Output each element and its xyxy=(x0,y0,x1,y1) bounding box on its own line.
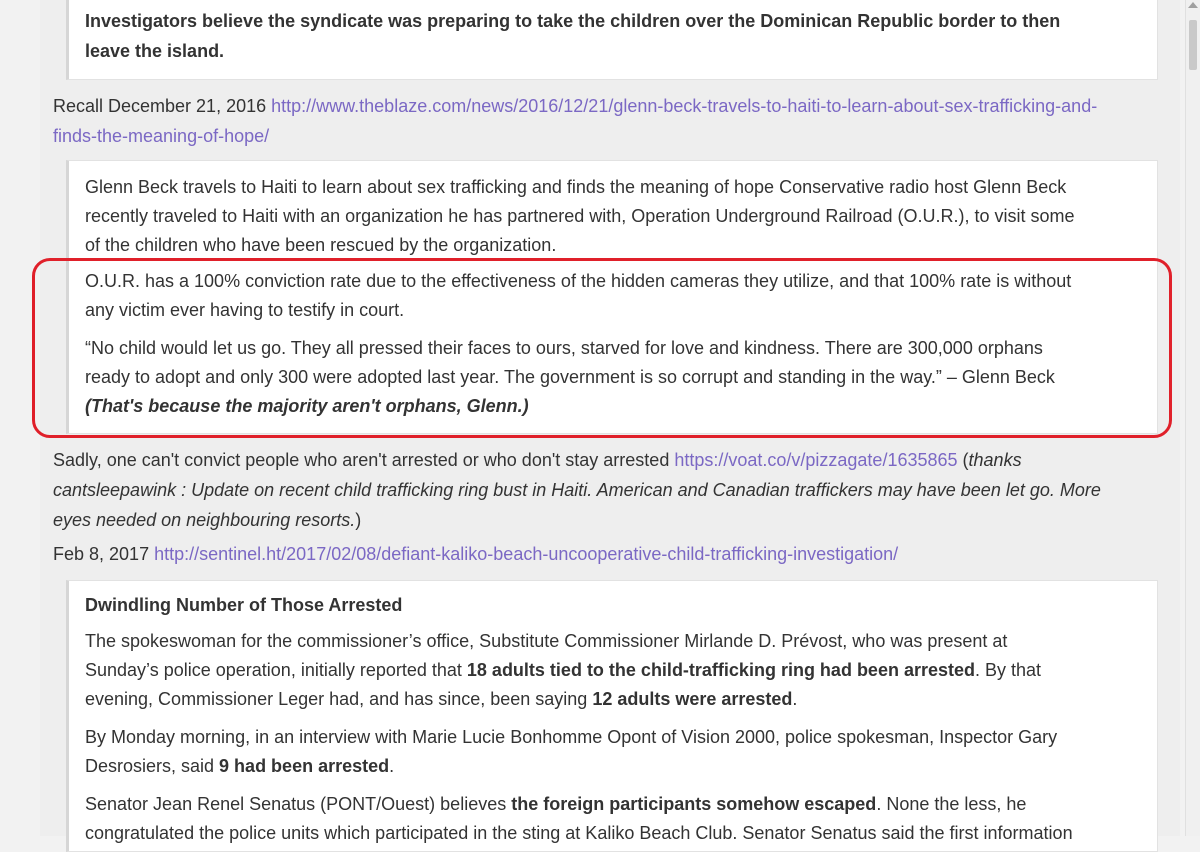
quote-line: By Monday morning, in an interview with Marie Lucie Bonhomme Opont of Vision 2000, police spokesman, Inspector Gary xyxy=(85,727,1058,747)
blockquote-sentinel xyxy=(66,580,1158,852)
voat-link[interactable]: https://voat.co/v/pizzagate/1635865 xyxy=(674,450,958,470)
feb-paragraph xyxy=(53,540,898,568)
sadly-text: Sadly, one can't convict people who aren't arrested or who don't stay arrested xyxy=(53,450,675,470)
thanks-text: thanks xyxy=(968,450,1022,470)
sadly-paragraph xyxy=(53,446,1022,474)
theblaze-link[interactable]: http://www.theblaze.com/news/2016/12/21/glenn-beck-travels-to-haiti-to-learn-about-sex-trafficking-and- xyxy=(271,96,1098,116)
recall-link-continued xyxy=(53,122,269,150)
section-heading: Dwindling Number of Those Arrested xyxy=(85,595,403,615)
sentinel-link[interactable]: http://sentinel.ht/2017/02/08/defiant-kaliko-beach-uncooperative-child-trafficking-investigation/ xyxy=(154,544,899,564)
recall-paragraph xyxy=(53,92,1097,120)
red-highlight-box xyxy=(32,258,1172,438)
quote-line: recently traveled to Haiti with an organization he has partnered with, Operation Underground Railroad (O.U.R.), to visit some xyxy=(85,206,1075,226)
blockquote-investigators xyxy=(66,0,1158,80)
quote-line: Desrosiers, said 9 had been arrested. xyxy=(85,756,395,776)
quote-line: O.U.R. has a 100% conviction rate due to the effectiveness of the hidden cameras they utilize, and that 100% rate is without xyxy=(85,271,1072,291)
vertical-scrollbar[interactable] xyxy=(1185,0,1200,836)
quote-line: congratulated the police units which participated in the sting at Kaliko Beach Club. Senator Senatus said the first information xyxy=(85,823,1073,843)
feb-date-text: Feb 8, 2017 xyxy=(53,544,155,564)
quote-line: The spokeswoman for the commissioner’s office, Substitute Commissioner Mirlande D. Prévost, who was present at xyxy=(85,631,1008,651)
quote-line: any victim ever having to testify in court. xyxy=(85,300,405,320)
sadly-paragraph-line3 xyxy=(53,506,361,534)
quote-line: ready to adopt and only 300 were adopted last year. The government is so corrupt and standing in the way.” – Glenn Beck xyxy=(85,367,1055,387)
quote-line: leave the island. xyxy=(85,41,225,61)
quote-line: Glenn Beck travels to Haiti to learn about sex trafficking and finds the meaning of hope Conservative radio host Glenn Beck xyxy=(85,177,1067,197)
paren-close: ) xyxy=(355,510,362,530)
eyes-needed-text: eyes needed on neighbouring resorts. xyxy=(53,510,356,530)
quote-line: Investigators believe the syndicate was preparing to take the children over the Dominican Republic border to then xyxy=(85,11,1061,31)
quote-line: Senator Jean Renel Senatus (PONT/Ouest) believes the foreign participants somehow escaped. None the less, he xyxy=(85,794,1027,814)
scrollbar-thumb[interactable] xyxy=(1189,20,1197,70)
recall-date-text: Recall December 21, 2016 xyxy=(53,96,272,116)
scroll-up-arrow-icon[interactable] xyxy=(1188,2,1198,8)
quote-line: Sunday’s police operation, initially reported that 18 adults tied to the child-trafficking ring had been arrested. By that xyxy=(85,660,1042,680)
quote-line: of the children who have been rescued by the organization. xyxy=(85,235,557,255)
quote-line: “No child would let us go. They all pressed their faces to ours, starved for love and kindness. There are 300,000 orphans xyxy=(85,338,1043,358)
sadly-paragraph-line2: cantsleepawink : Update on recent child trafficking ring bust in Haiti. American and Canadian traffickers may have been let go. More xyxy=(53,480,1101,500)
quote-line: evening, Commissioner Leger had, and has since, been saying 12 adults were arrested. xyxy=(85,689,798,709)
annotation-comment: (That's because the majority aren't orphans, Glenn.) xyxy=(85,396,529,416)
paren-open: ( xyxy=(957,450,969,470)
theblaze-link-cont[interactable]: finds-the-meaning-of-hope/ xyxy=(53,126,270,146)
